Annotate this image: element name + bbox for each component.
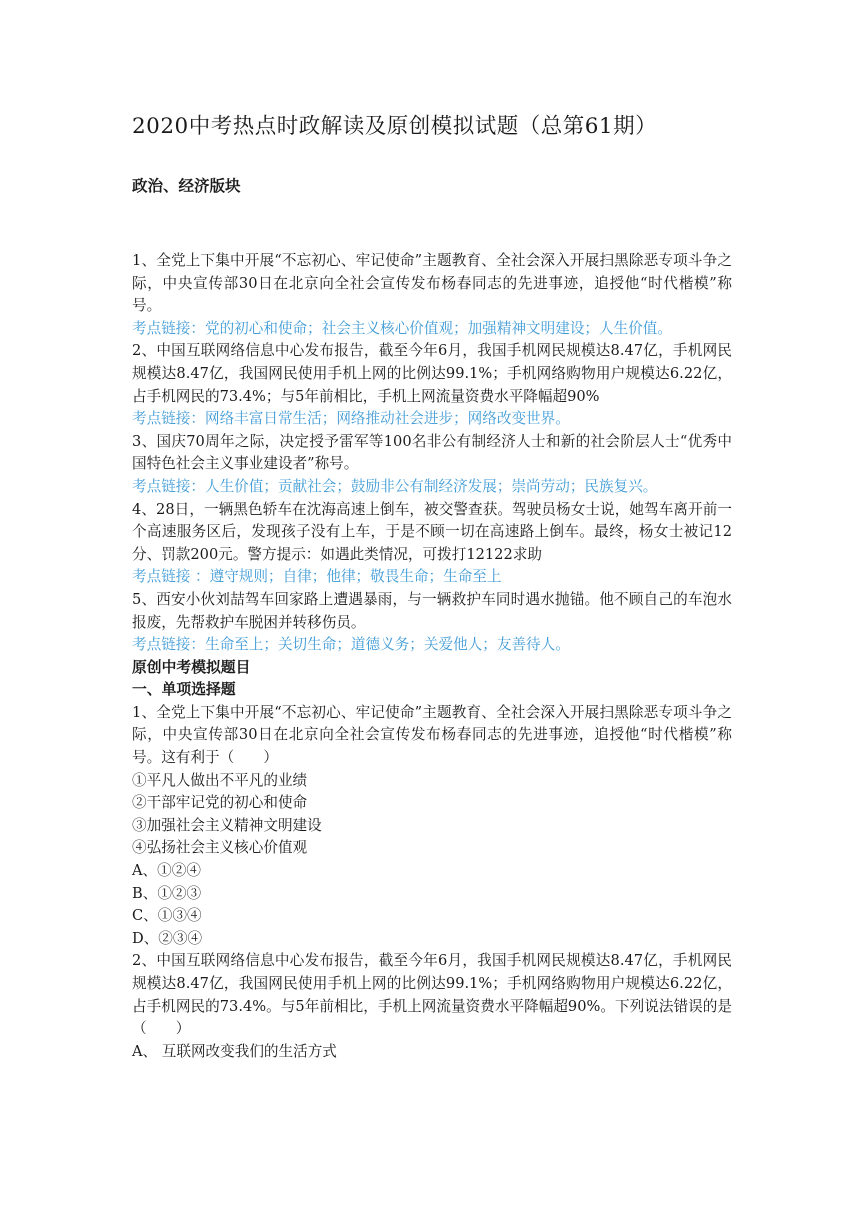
- question-item: ②干部牢记党的初心和使命: [132, 794, 308, 812]
- section-heading: 政治、经济版块: [132, 176, 241, 195]
- answer-option: C、①③④: [132, 907, 202, 925]
- document-title: 2020中考热点时政解读及原创模拟试题（总第61期）: [132, 114, 658, 139]
- news-item-text: 4、28日，一辆黑色轿车在沈海高速上倒车，被交警查获。驾驶员杨女士说，她驾车离开前一个高速服务区后，发现孩子没有上车，于是不顾一切在高速路上倒车。最终，杨女士被记12分、罚款200元。警方提示：如遇此类情况，可拨打12122求助: [132, 500, 732, 563]
- question-item: ③加强社会主义精神文明建设: [132, 816, 322, 834]
- question-item: ④弘扬社会主义核心价值观: [132, 839, 308, 857]
- part-heading: 一、单项选择题: [132, 681, 236, 699]
- question-stem: 2、中国互联网络信息中心发布报告，截至今年6月，我国手机网民规模达8.47亿，手机网民规模达8.47亿，我国网民使用手机上网的比例达99.1%；手机网络购物用户规模达6.22亿，占手机网民的73.4%。与5年前相比，手机上网流量资费水平降幅超90%。下列说法错误的是（ ）: [132, 952, 732, 1038]
- exam-heading: 原创中考模拟题目: [132, 658, 251, 676]
- news-item-text: 1、全党上下集中开展“不忘初心、牢记使命”主题教育、全社会深入开展扫黑除恶专项斗争之际，中央宣传部30日在北京向全社会宣传发布杨春同志的先进事迹，追授他“时代楷模”称号。: [132, 252, 732, 315]
- answer-option: B、①②③: [132, 884, 202, 902]
- news-item-link: 考点链接：人生价值；贡献社会；鼓励非公有制经济发展；崇尚劳动；民族复兴。: [132, 477, 658, 495]
- news-item-link: 考点链接：党的初心和使命；社会主义核心价值观；加强精神文明建设；人生价值。: [132, 319, 672, 337]
- news-item-link: 考点链接：生命至上；关切生命；道德义务；关爱他人；友善待人。: [132, 636, 570, 654]
- answer-option: A、①②④: [132, 862, 201, 880]
- question-1: [132, 702, 732, 951]
- question-stem: 1、全党上下集中开展“不忘初心、牢记使命”主题教育、全社会深入开展扫黑除恶专项斗争之际，中央宣传部30日在北京向全社会宣传发布杨春同志的先进事迹，追授他“时代楷模”称号。这有利于（ ）: [132, 703, 732, 767]
- question-2: [132, 950, 732, 1063]
- news-item-link: 考点链接：网络丰富日常生活；网络推动社会进步；网络改变世界。: [132, 410, 570, 428]
- answer-option: A、 互联网改变我们的生活方式: [132, 1042, 337, 1060]
- news-item-text: 5、西安小伙刘喆驾车回家路上遭遇暴雨，与一辆救护车同时遇水抛锚。他不顾自己的车泡水报废，先帮救护车脱困并转移伤员。: [132, 590, 732, 631]
- news-item-link: 考点链接 ：遵守规则；自律；他律；敬畏生命；生命至上: [132, 568, 502, 586]
- answer-option: D、②③④: [132, 929, 203, 947]
- news-item-text: 2、中国互联网络信息中心发布报告，截至今年6月，我国手机网民规模达8.47亿，手机网民规模达8.47亿，我国网民使用手机上网的比例达99.1%；手机网络购物用户规模达6.22亿，占手机网民的73.4%；与5年前相比，手机上网流量资费水平降幅超90%: [132, 342, 732, 405]
- question-item: ①平凡人做出不平凡的业绩: [132, 771, 308, 789]
- news-item-text: 3、国庆70周年之际，决定授予雷军等100名非公有制经济人士和新的社会阶层人士“优秀中国特色社会主义事业建设者”称号。: [132, 432, 732, 473]
- news-list: [132, 250, 732, 657]
